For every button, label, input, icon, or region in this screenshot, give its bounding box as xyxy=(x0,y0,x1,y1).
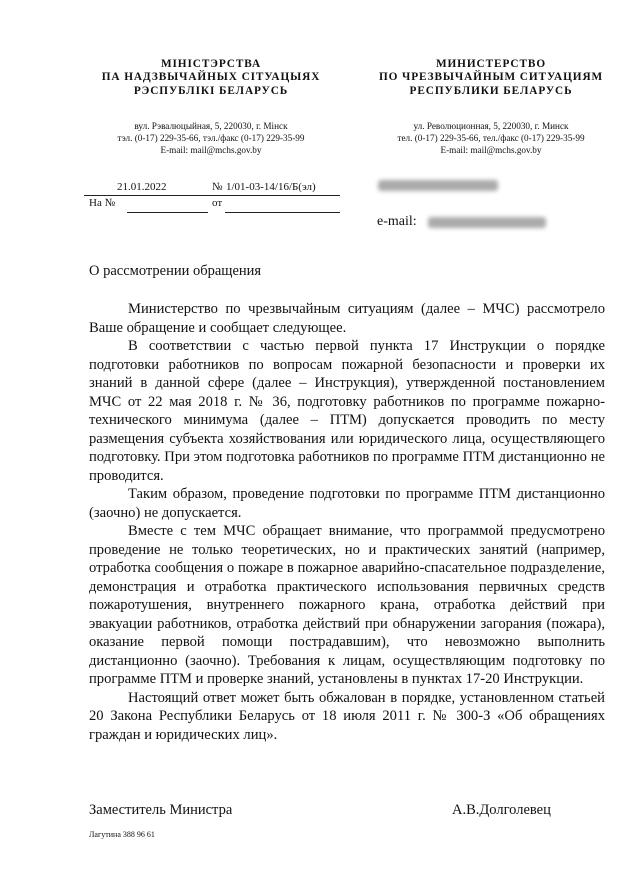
email-line: E-mail: mail@mchs.gov.by xyxy=(160,144,262,155)
letter-subject: О рассмотрении обращения xyxy=(89,263,262,279)
signatory-title: Заместитель Министра xyxy=(89,802,233,818)
body-paragraph: Настоящий ответ может быть обжалован в порядке, установленном статьей 20 Закона Республики Беларусь от 18 июля 2011 г. № 300-З «Об обращениях граждан и юридических лиц». xyxy=(89,689,605,743)
redacted-recipient-name xyxy=(378,180,498,191)
registration-line xyxy=(84,195,340,196)
reply-to-number-label: На № xyxy=(89,197,116,209)
document-number: 1/01-03-14/16/Б(эл) xyxy=(226,181,316,193)
executor-info: Лагутина 388 96 61 xyxy=(89,830,155,839)
org-name-line: ПО ЧРЕЗВЫЧАЙНЫМ СИТУАЦИЯМ xyxy=(378,71,604,84)
letterhead-belarusian xyxy=(84,58,338,156)
signatory-name: А.В.Долголевец xyxy=(452,802,551,818)
address-line: ул. Революционная, 5, 220030, г. Минск xyxy=(413,120,569,131)
letter-body xyxy=(89,300,605,744)
org-address xyxy=(84,120,338,156)
org-name-line: РЕСПУБЛИКИ БЕЛАРУСЬ xyxy=(409,84,573,97)
address-line: вул. Рэвалюцыйная, 5, 220030, г. Мінск xyxy=(134,120,288,131)
letterhead-russian xyxy=(362,58,620,156)
body-paragraph: В соответствии с частью первой пункта 17 Инструкции о порядке подготовки работников по вопросам пожарной безопасности и проверки их знаний в данной сфере (далее – Инструкция), утвержденной постановлением МЧС от 22 мая 2018 г. № 36, подготовку работников по программе пожарно-технического минимума (далее – ПТМ) допускается проводить по месту размещения субъекта хозяйствования или юридического лица, осуществляющего подготовку. При этом подготовка работников по программе ПТМ дистанционно не проводится. xyxy=(89,338,605,484)
phone-line: тел. (0-17) 229-35-66, тел./факс (0-17) 229-35-99 xyxy=(397,132,585,143)
body-paragraph: Министерство по чрезвычайным ситуациям (далее – МЧС) рассмотрело Ваше обращение и сообщает следующее. xyxy=(89,301,605,336)
reply-date-field xyxy=(225,212,340,213)
redacted-recipient-email xyxy=(428,217,546,228)
body-paragraph: Таким образом, проведение подготовки по программе ПТМ дистанционно (заочно) не допускается. xyxy=(89,486,605,521)
org-name-line: МІНІСТЭРСТВА xyxy=(160,58,262,70)
org-name-line: ПА НАДЗВЫЧАЙНЫХ СІТУАЦЫЯХ xyxy=(101,71,321,84)
reply-number-field xyxy=(127,212,208,213)
recipient-email-label: e-mail: xyxy=(377,214,417,229)
org-name-line: РЭСПУБЛІКІ БЕЛАРУСЬ xyxy=(133,84,289,97)
org-address xyxy=(362,120,620,156)
org-name-line: МИНИСТЕРСТВО xyxy=(435,58,547,70)
reply-date-label: от xyxy=(212,197,223,209)
document-number-prefix: № xyxy=(212,181,223,193)
phone-line: тэл. (0-17) 229-35-66, тэл./факс (0-17) 229-35-99 xyxy=(117,132,305,143)
document-date: 21.01.2022 xyxy=(117,181,167,193)
email-line: E-mail: mail@mchs.gov.by xyxy=(440,144,542,155)
body-paragraph: Вместе с тем МЧС обращает внимание, что программой предусмотрено проведение не только теоретических, но и практических занятий (например, отработка сообщения о пожаре в пожарное аварийно-спасательное подразделение, демонстрация и отработка практического использования первичных средств пожаротушения, внутреннего пожарного крана, отработка действий при эвакуации работников, отработка действий при обнаружении загорания (пожара), оказание первой помощи пострадавшим), что невозможно выполнить дистанционно (заочно). Требования к лицам, осуществляющим подготовку по программе ПТМ и проверке знаний, установлены в пунктах 17-20 Инструкции. xyxy=(89,523,605,687)
